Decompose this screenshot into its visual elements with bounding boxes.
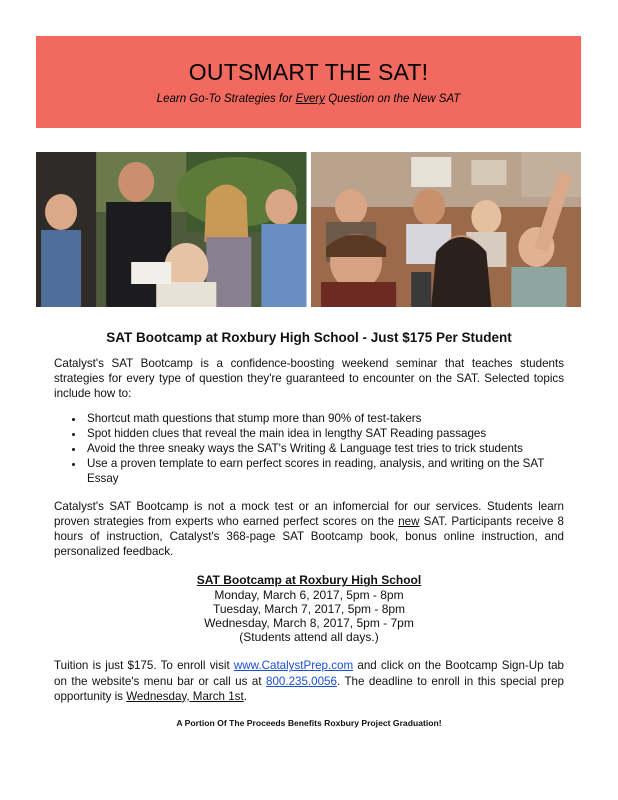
footer-note: A Portion Of The Proceeds Benefits Roxbury Project Graduation! (176, 718, 442, 728)
banner-subtitle (36, 93, 581, 105)
phone-link[interactable]: 800.235.0056 (266, 674, 337, 688)
schedule-date: Wednesday, March 8, 2017, 5pm - 7pm (204, 616, 414, 631)
details-paragraph (54, 499, 564, 560)
topic-item: • Use a proven template to earn perfect scores in reading, analysis, and writing on the SAT Essay (85, 456, 564, 486)
topic-item: • Shortcut math questions that stump more than 90% of test-takers (85, 411, 564, 426)
topic-item: • Avoid the three sneaky ways the SAT's Writing & Language test tries to trick students (85, 441, 564, 456)
schedule-block (54, 573, 564, 644)
deadline-date: Wednesday, March 1st (126, 689, 244, 703)
tuition-paragraph (54, 658, 564, 704)
event-headline: SAT Bootcamp at Roxbury High School - Just $175 Per Student (106, 330, 512, 345)
details-new: new (398, 514, 420, 528)
classroom-photo-right (311, 152, 582, 307)
schedule-date: Monday, March 6, 2017, 5pm - 8pm (214, 587, 404, 602)
schedule-title: SAT Bootcamp at Roxbury High School (196, 573, 422, 588)
website-link[interactable]: www.CatalystPrep.com (233, 659, 354, 673)
banner-subtitle-emphasis: Every (295, 93, 326, 105)
intro-paragraph: Catalyst's SAT Bootcamp is a confidence-boosting weekend seminar that teaches students strategies for every type of question they're guaranteed to encounter on the SAT. Selected topics include how to: (54, 357, 564, 401)
details-text-2: SAT. Participants receive 8 hours of instruction, Catalyst's 368-page SAT Bootcamp book, bonus online instruction, and personalized feedback. (54, 514, 564, 559)
schedule-date: Tuesday, March 7, 2017, 5pm - 8pm (212, 601, 406, 616)
tuition-text-2: and click on the Bootcamp Sign-Up tab on the website's menu bar or call us at (54, 659, 564, 688)
tuition-text-3: . The deadline to enroll in this special prep opportunity is (54, 674, 565, 703)
main-content (54, 356, 564, 704)
schedule-note: (Students attend all days.) (239, 630, 379, 645)
banner-title: OUTSMART THE SAT! (188, 59, 429, 85)
classroom-photo-left (36, 152, 307, 307)
tuition-text-4: . (243, 689, 247, 703)
banner-subtitle-post: Question on the New SAT (325, 93, 461, 105)
details-text-1: Catalyst's SAT Bootcamp is not a mock test or an infomercial for our services. Students learn proven strategies from experts who earned perfect scores on the (54, 499, 564, 528)
photo-strip (36, 152, 581, 307)
banner-subtitle-pre: Learn Go-To Strategies for (156, 93, 296, 105)
topic-item: • Spot hidden clues that reveal the main idea in lengthy SAT Reading passages (85, 426, 564, 441)
topics-list (54, 411, 564, 487)
tuition-text-1: Tuition is just $175. To enroll visit (54, 659, 234, 673)
header-banner (36, 36, 581, 128)
